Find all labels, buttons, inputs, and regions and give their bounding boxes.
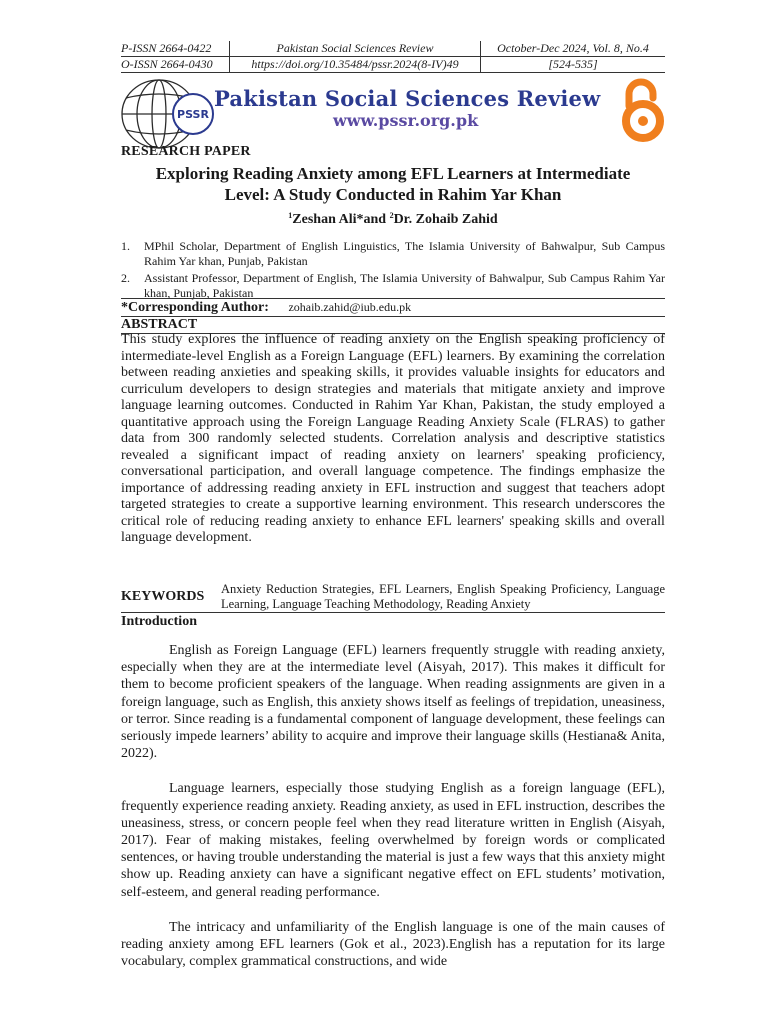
- affiliation-number: 1.: [121, 239, 130, 253]
- affiliations-list: [121, 239, 665, 303]
- keywords-section: [121, 581, 665, 613]
- keywords-label: KEYWORDS: [121, 589, 205, 604]
- logo-text: PSSR: [177, 108, 209, 121]
- affiliation-text: MPhil Scholar, Department of English Linguistics, The Islamia University of Bahwalpur, Sub Campus Rahim Yar khan, Punjab, Pakistan: [144, 239, 665, 268]
- author2-sup: 2: [389, 211, 394, 220]
- page-range: [524-535]: [481, 57, 666, 73]
- abstract-heading: ABSTRACT: [121, 317, 665, 334]
- author-line: [121, 211, 665, 228]
- open-access-icon: [619, 78, 665, 142]
- journal-url[interactable]: www.pssr.org.pk: [333, 111, 479, 130]
- title-line-2: Level: A Study Conducted in Rahim Yar Khan: [224, 185, 562, 204]
- corresponding-email-link[interactable]: zohaib.zahid@iub.edu.pk: [288, 300, 412, 314]
- body-paragraph: The intricacy and unfamiliarity of the English language is one of the main causes of reading anxiety among EFL learners (Gok et al., 2023).English has a reputation for its large vocabulary, complex grammatical constructions, and wide: [121, 919, 665, 970]
- affiliation-item: [121, 271, 665, 301]
- p-issn: P-ISSN 2664-0422: [121, 41, 230, 57]
- introduction-heading: Introduction: [121, 614, 197, 629]
- body-text: [121, 642, 665, 988]
- body-paragraph: Language learners, especially those studying English as a foreign language (EFL), frequently experience reading anxiety. Reading anxiety, as used in EFL instruction, describes the uneasiness, stress, or concern people feel when they read literature written in English (Aisyah, 2017). Fear of making mistakes, feeling overwhelmed by foreign words or complicated sentences, or having trouble understanding the material is just a few ways that this anxiety might show up. Reading anxiety can have a significant negative effect on EFL students’ motivation, self-esteem, and general reading performance.: [121, 781, 665, 900]
- keywords-text: Anxiety Reduction Strategies, EFL Learners, English Speaking Proficiency, Language Learning, Language Teaching Methodology, Reading Anxiety: [221, 582, 665, 611]
- body-paragraph: English as Foreign Language (EFL) learners frequently struggle with reading anxiety, especially when they are at the intermediate level (Aisyah, 2017). This makes it difficult for them to become proficient speakers of the language. When reading assignments are given in a foreign language, such as English, this anxiety shows itself as feelings of trepidation, uneasiness, or terror. Since reading is a fundamental component of language development, these feelings can seriously impede learners’ ability to acquire and improve their language skills (Hestiana& Anita, 2022).: [121, 643, 665, 762]
- author-1: Zeshan Ali*and: [292, 212, 390, 227]
- article-type-label: RESEARCH PAPER: [121, 144, 251, 159]
- article-title: [121, 163, 665, 205]
- journal-header-table: [121, 41, 665, 73]
- journal-short-name: Pakistan Social Sciences Review: [230, 41, 481, 57]
- title-line-1: Exploring Reading Anxiety among EFL Learners at Intermediate: [155, 164, 631, 183]
- journal-name: Pakistan Social Sciences Review: [214, 86, 601, 111]
- abstract-text: This study explores the influence of reading anxiety on the English speaking proficiency of intermediate-level English as a Foreign Language (EFL) learners. By examining the correlation between reading anxieties and speaking skills, it provides valuable insights for educators and curriculum developers to design strategies and materials that mitigate anxiety and improve language learning outcomes. Conducted in Rahim Yar Khan, Pakistan, the study employed a quantitative approach using the Foreign Language Reading Anxiety Scale (FLRAS) to gather data from 300 randomly selected students. Correlation analysis and descriptive statistics revealed a significant impact of reading anxiety on learners' speaking proficiency, conversational participation, and overall language competence. The findings emphasize the importance of addressing reading anxiety in EFL instruction and suggest that teachers adopt targeted strategies to create a supportive learning environment. This research underscores the critical role of reducing reading anxiety to enhance EFL learners' speaking skills and overall language development.: [121, 332, 665, 545]
- affiliation-number: 2.: [121, 271, 130, 285]
- corresponding-author-label: *Corresponding Author:: [121, 300, 269, 315]
- corresponding-author-row: [121, 298, 665, 317]
- journal-banner: [121, 78, 665, 148]
- affiliation-item: [121, 239, 665, 269]
- issue-info: October-Dec 2024, Vol. 8, No.4: [481, 41, 666, 57]
- paper-page: [121, 41, 665, 970]
- o-issn: O-ISSN 2664-0430: [121, 57, 230, 73]
- globe-logo-icon: [121, 78, 221, 150]
- affiliation-text: Assistant Professor, Department of English, The Islamia University of Bahwalpur, Sub Campus Rahim Yar khan, Punjab, Pakistan: [144, 271, 665, 300]
- doi-link[interactable]: https://doi.org/10.35484/pssr.2024(8-IV)49: [230, 57, 481, 73]
- author1-sup: 1: [288, 211, 293, 220]
- author-2: Dr. Zohaib Zahid: [393, 212, 498, 227]
